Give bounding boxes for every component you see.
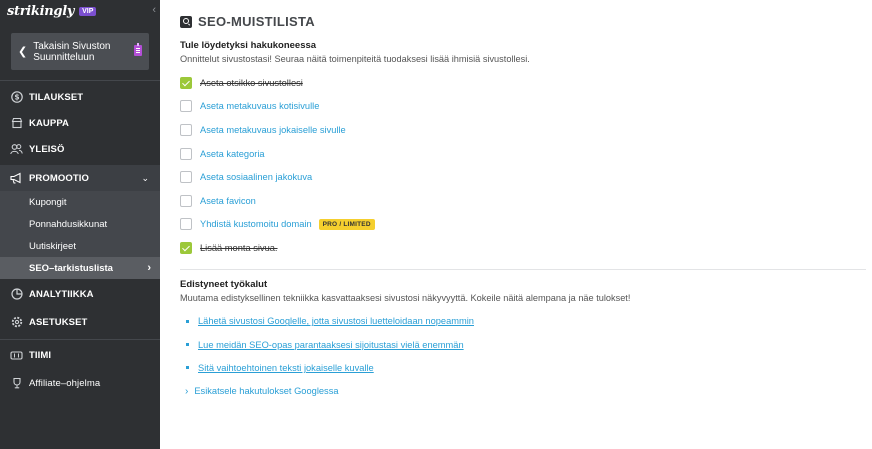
sidebar-subitem-label: SEO–tarkistuslista xyxy=(29,262,113,274)
checklist-item-label: Lisää monta sivua. xyxy=(200,242,278,253)
google-preview-label: Esikatsele hakutulokset Googlessa xyxy=(194,386,339,397)
pie-chart-icon xyxy=(10,288,23,301)
megaphone-icon xyxy=(10,172,23,185)
checkbox[interactable] xyxy=(180,148,192,160)
checklist-item xyxy=(180,236,872,260)
back-to-site-editor-button[interactable] xyxy=(11,33,149,70)
pro-limited-badge: PRO / LIMITED xyxy=(319,219,375,230)
vip-badge: VIP xyxy=(79,7,96,16)
sidebar-divider xyxy=(0,339,160,340)
advanced-tools-description: Muutama edistyksellinen tekniikka kasvattaaksesi sivustosi näkyvyyttä. Kokeile näitä alempana ja näe tulokset! xyxy=(180,292,631,303)
sidebar-item-label: TIIMI xyxy=(29,349,52,361)
advanced-tools-title: Edistyneet työkalut xyxy=(180,278,268,290)
seo-guide-link[interactable]: Lue meidän SEO-opas parantaaksesi sijoitustasi vielä enemmän xyxy=(198,339,464,350)
sidebar-subitem-newsletters[interactable]: Uutiskirjeet xyxy=(29,240,76,252)
checklist-item xyxy=(180,213,872,237)
checklist-item-link[interactable]: Aseta favicon xyxy=(200,195,256,206)
sidebar-item-label: ANALYTIIKKA xyxy=(29,288,94,300)
checkbox[interactable] xyxy=(180,124,192,136)
list-item xyxy=(180,356,872,379)
sidebar-subitem-popups[interactable]: Ponnahdusikkunat xyxy=(29,218,108,230)
checkbox[interactable] xyxy=(180,100,192,112)
checklist-item-link[interactable]: Aseta kategoria xyxy=(200,148,265,159)
google-preview-toggle[interactable] xyxy=(180,380,872,403)
checkbox-checked[interactable] xyxy=(180,77,192,89)
checklist-item-link[interactable]: Aseta metakuvaus kotisivulle xyxy=(200,101,320,112)
checkbox[interactable] xyxy=(180,195,192,207)
dollar-icon xyxy=(10,91,23,104)
site-editor-icon xyxy=(134,45,142,56)
sidebar-item-label: TILAUKSET xyxy=(29,91,84,103)
checklist-item xyxy=(180,189,872,213)
back-label: Takaisin Sivuston Suunnitteluun xyxy=(33,40,111,63)
sidebar-item-orders[interactable] xyxy=(0,84,160,110)
gear-icon xyxy=(10,316,23,329)
checklist-item-link[interactable]: Yhdistä kustomoitu domain xyxy=(200,219,312,230)
bullet-icon xyxy=(186,343,189,346)
sidebar-item-promotion[interactable] xyxy=(0,165,160,191)
sidebar-item-audience[interactable] xyxy=(0,136,160,162)
section-title: Tule löydetyksi hakukoneessa xyxy=(180,40,317,51)
chevron-right-icon: › xyxy=(147,262,151,274)
list-item xyxy=(180,310,872,333)
checklist-item xyxy=(180,165,872,189)
team-icon xyxy=(10,349,23,362)
chevron-left-icon: ❮ xyxy=(18,46,28,58)
chevron-down-icon: ⌄ xyxy=(141,172,149,183)
seo-search-icon xyxy=(180,16,192,28)
main-content xyxy=(160,0,872,449)
sidebar-item-team[interactable] xyxy=(0,342,160,368)
sidebar-item-affiliate[interactable] xyxy=(0,370,160,396)
sidebar-subitem-seo-checklist[interactable] xyxy=(0,257,160,279)
sidebar-item-label: PROMOOTIO xyxy=(29,172,90,184)
alt-text-link[interactable]: Sitä vaihtoehtoinen teksti jokaiselle kuvalle xyxy=(198,362,374,373)
strikingly-logo[interactable]: strikingly xyxy=(7,3,75,19)
checklist-item xyxy=(180,95,872,119)
sidebar-item-store[interactable] xyxy=(0,110,160,136)
chevron-right-icon: › xyxy=(185,385,189,397)
svg-text:$: $ xyxy=(13,92,20,102)
bullet-icon xyxy=(186,320,189,323)
section-divider xyxy=(180,269,866,270)
submit-to-google-link[interactable]: Lähetä sivustosi Googlelle, jotta sivustosi luetteloidaan nopeammin xyxy=(198,316,474,327)
sidebar-item-label: KAUPPA xyxy=(29,117,70,129)
collapse-sidebar-icon[interactable]: ‹ xyxy=(152,4,156,16)
checklist-item xyxy=(180,71,872,95)
checklist-item xyxy=(180,118,872,142)
sidebar-item-label: YLEISÖ xyxy=(29,143,65,155)
sidebar-item-label: Affiliate–ohjelma xyxy=(29,377,101,389)
checklist-item xyxy=(180,142,872,166)
checklist-item-label: Aseta otsikko sivustollesi xyxy=(200,77,303,88)
advanced-tools-links xyxy=(180,310,872,403)
checklist-item-link[interactable]: Aseta metakuvaus jokaiselle sivulle xyxy=(200,124,346,135)
sidebar-divider xyxy=(0,80,160,81)
promotion-group xyxy=(0,165,160,279)
people-icon xyxy=(10,143,23,156)
list-item xyxy=(180,333,872,356)
trophy-icon xyxy=(10,377,23,390)
checkbox[interactable] xyxy=(180,218,192,230)
checklist-item-link[interactable]: Aseta sosiaalinen jakokuva xyxy=(200,172,313,183)
page-header xyxy=(180,14,872,29)
brand xyxy=(0,0,160,22)
store-icon xyxy=(10,117,23,130)
page-title: SEO-MUISTILISTA xyxy=(198,14,315,29)
sidebar-item-settings[interactable] xyxy=(0,309,160,335)
sidebar-item-label: ASETUKSET xyxy=(29,316,88,328)
sidebar-subitem-coupons[interactable]: Kupongit xyxy=(29,196,67,208)
checkbox[interactable] xyxy=(180,171,192,183)
checkbox-checked[interactable] xyxy=(180,242,192,254)
bullet-icon xyxy=(186,366,189,369)
sidebar-item-analytics[interactable] xyxy=(0,281,160,307)
section-description: Onnittelut sivustostasi! Seuraa näitä toimenpiteitä tuodaksesi lisää ihmisiä sivustollesi. xyxy=(180,54,530,64)
seo-checklist xyxy=(180,71,872,260)
sidebar xyxy=(0,0,160,449)
